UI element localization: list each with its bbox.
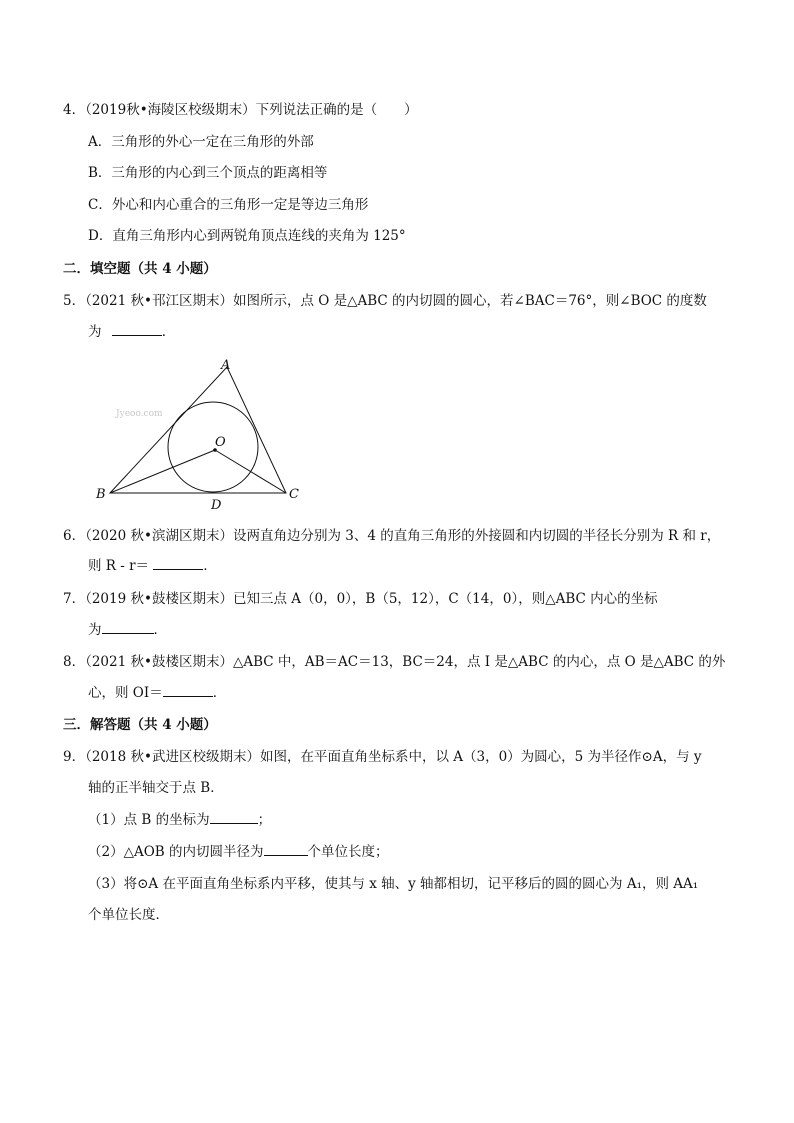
q9-part2: [88, 843, 389, 861]
q9-part2-blank: [264, 843, 308, 856]
figure-watermark: Jyeoo.com: [116, 409, 163, 419]
q7-period: ．: [153, 622, 167, 638]
q9-part2-end: 个单位长度；: [307, 844, 389, 860]
q8-answer-blank: [163, 684, 213, 697]
q6-line2: [88, 557, 217, 575]
q7-line1: 7．（2019 秋•鼓楼区期末）已知三点 A（0，0），B（5，12），C（14，0），则△ABC 内心的坐标: [63, 591, 658, 607]
q4-stem: 4．（2019秋•海陵区校级期末）下列说法正确的是（ ）: [63, 102, 418, 118]
q9-line1: 9．（2018 秋•武进区校级期末）如图，在平面直角坐标系中，以 A（3，0）为圆心，5 为半径作⊙A，与 y: [63, 749, 702, 765]
q9-line2: 轴的正半轴交于点 B．: [88, 780, 224, 796]
q6-answer-blank: [153, 557, 203, 570]
q5-prefix: 为: [88, 324, 102, 340]
q8-period: ．: [212, 685, 227, 701]
label-b: B: [96, 487, 106, 502]
q8-line2: [88, 684, 226, 702]
label-d: D: [211, 498, 222, 512]
q9-part3-line2: 个单位长度．: [88, 907, 169, 923]
q9-part1-text: （1）点 B 的坐标为: [88, 812, 210, 828]
q7-answer-blank: [102, 621, 154, 634]
section-fill-blank-heading: 二．填空题（共 4 小题）: [63, 261, 217, 277]
segment-bo: [110, 450, 215, 493]
q6-period: ．: [203, 558, 217, 574]
q6-prefix: 则 R - r＝: [88, 558, 150, 574]
q6-line1: 6．（2020 秋•滨湖区期末）设两直角边分别为 3、4 的直角三角形的外接圆和内切圆的半径长分别为 R 和 r，: [63, 528, 721, 544]
label-o: O: [215, 435, 226, 450]
q9-part1: [88, 811, 271, 829]
incircle-triangle-figure: [90, 352, 310, 512]
label-a: A: [221, 358, 231, 373]
triangle-abc: [110, 367, 286, 493]
q4-option-a: A．三角形的外心一定在三角形的外部: [88, 134, 314, 150]
q5-period: ．: [161, 324, 176, 340]
q4-option-c: C．外心和内心重合的三角形一定是等边三角形: [88, 197, 369, 213]
q9-part3: （3）将⊙A 在平面直角坐标系内平移，使其与 x 轴、y 轴都相切，记平移后的圆的圆心为 A₁，则 AA₁: [88, 876, 699, 892]
q4-option-d: D．直角三角形内心到两锐角顶点连线的夹角为 125°: [88, 228, 406, 244]
q9-part2-text: （2）△AOB 的内切圆半径为: [88, 844, 264, 860]
q7-line2: [88, 621, 167, 639]
q9-part1-end: ；: [257, 812, 272, 828]
q5-line1: 5．（2021 秋•邗江区期末）如图所示，点 O 是△ABC 的内切圆的圆心，若∠BAC＝76°，则∠BOC 的度数: [63, 293, 707, 309]
incircle: [168, 402, 258, 492]
q5-line2: [88, 323, 175, 341]
q8-line1: 8．（2021 秋•鼓楼区期末）△ABC 中，AB＝AC＝13，BC＝24，点 I 是△ABC 的内心，点 O 是△ABC 的外: [63, 654, 726, 670]
q8-prefix: 心，则 OI＝: [88, 685, 163, 701]
section-solution-heading: 三．解答题（共 4 小题）: [63, 717, 217, 733]
q5-answer-blank: [112, 323, 162, 336]
segment-co: [215, 450, 286, 493]
q4-option-b: B．三角形的内心到三个顶点的距离相等: [88, 165, 328, 181]
q9-part1-blank: [210, 811, 258, 824]
label-c: C: [289, 487, 299, 502]
q7-prefix: 为: [88, 622, 102, 638]
